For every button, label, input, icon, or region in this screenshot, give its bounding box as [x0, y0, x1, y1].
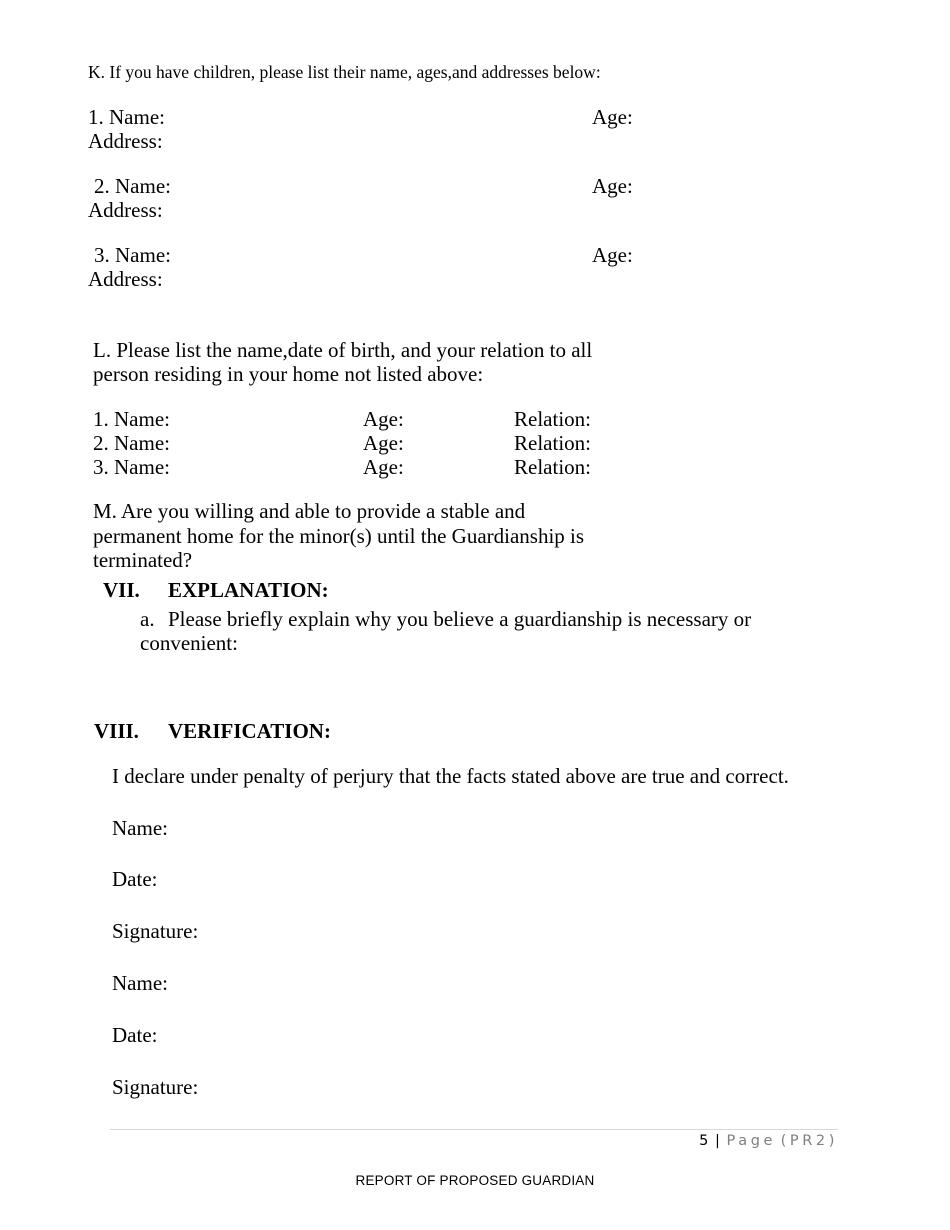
child-3-address-label: Address: — [88, 267, 163, 291]
verification-name-1-label: Name: — [112, 816, 168, 840]
resident-3-relation-label: Relation: — [514, 455, 591, 479]
child-1-age-label: Age: — [592, 105, 633, 129]
verification-name-2-label: Name: — [112, 971, 168, 995]
form-title-footer: REPORT OF PROPOSED GUARDIAN — [355, 1173, 595, 1188]
resident-1-name-label: 1. Name: — [93, 407, 170, 431]
child-2-address-label: Address: — [88, 198, 163, 222]
verification-declaration: I declare under penalty of perjury that the facts stated above are true and correct. — [112, 764, 789, 788]
section-vii-item-line1: Please briefly explain why you believe a guardianship is necessary or — [168, 607, 752, 631]
child-2-name-label: 2. Name: — [94, 174, 171, 198]
child-1-name-label: 1. Name: — [88, 105, 165, 129]
page-number-line — [699, 1131, 838, 1151]
child-2-age-label: Age: — [592, 174, 633, 198]
resident-2-age-label: Age: — [363, 431, 404, 455]
resident-2-relation-label: Relation: — [514, 431, 591, 455]
footer-divider — [110, 1129, 838, 1130]
child-3-name-label: 3. Name: — [94, 243, 171, 267]
section-k-prompt: K. If you have children, please list their name, ages,and addresses below: — [88, 62, 601, 82]
section-l-prompt-line1: L. Please list the name,date of birth, and your relation to all — [93, 338, 593, 362]
resident-1-relation-label: Relation: — [514, 407, 591, 431]
section-m-line3: terminated? — [93, 548, 193, 572]
verification-signature-2-label: Signature: — [112, 1075, 199, 1099]
resident-3-age-label: Age: — [363, 455, 404, 479]
section-viii-heading: VERIFICATION: — [168, 719, 331, 743]
section-vii-item-line2: convenient: — [140, 631, 238, 655]
section-vii-numeral: VII. — [103, 578, 140, 602]
resident-2-name-label: 2. Name: — [93, 431, 170, 455]
section-vii-heading: EXPLANATION: — [168, 578, 329, 602]
section-vii-item-letter: a. — [140, 607, 155, 631]
resident-3-name-label: 3. Name: — [93, 455, 170, 479]
child-1-address-label: Address: — [88, 129, 163, 153]
section-viii-numeral: VIII. — [94, 719, 139, 743]
section-l-prompt-line2: person residing in your home not listed above: — [93, 362, 484, 386]
page-number-separator: | — [715, 1133, 720, 1149]
page-code: (PR2) — [780, 1133, 838, 1149]
resident-1-age-label: Age: — [363, 407, 404, 431]
child-3-age-label: Age: — [592, 243, 633, 267]
page-number: 5 — [699, 1133, 709, 1149]
verification-date-1-label: Date: — [112, 867, 158, 891]
verification-date-2-label: Date: — [112, 1023, 158, 1047]
verification-signature-1-label: Signature: — [112, 919, 199, 943]
section-m-line2: permanent home for the minor(s) until the Guardianship is — [93, 524, 585, 548]
page-word: Page — [726, 1133, 777, 1149]
section-m-line1: M. Are you willing and able to provide a stable and — [93, 499, 526, 523]
